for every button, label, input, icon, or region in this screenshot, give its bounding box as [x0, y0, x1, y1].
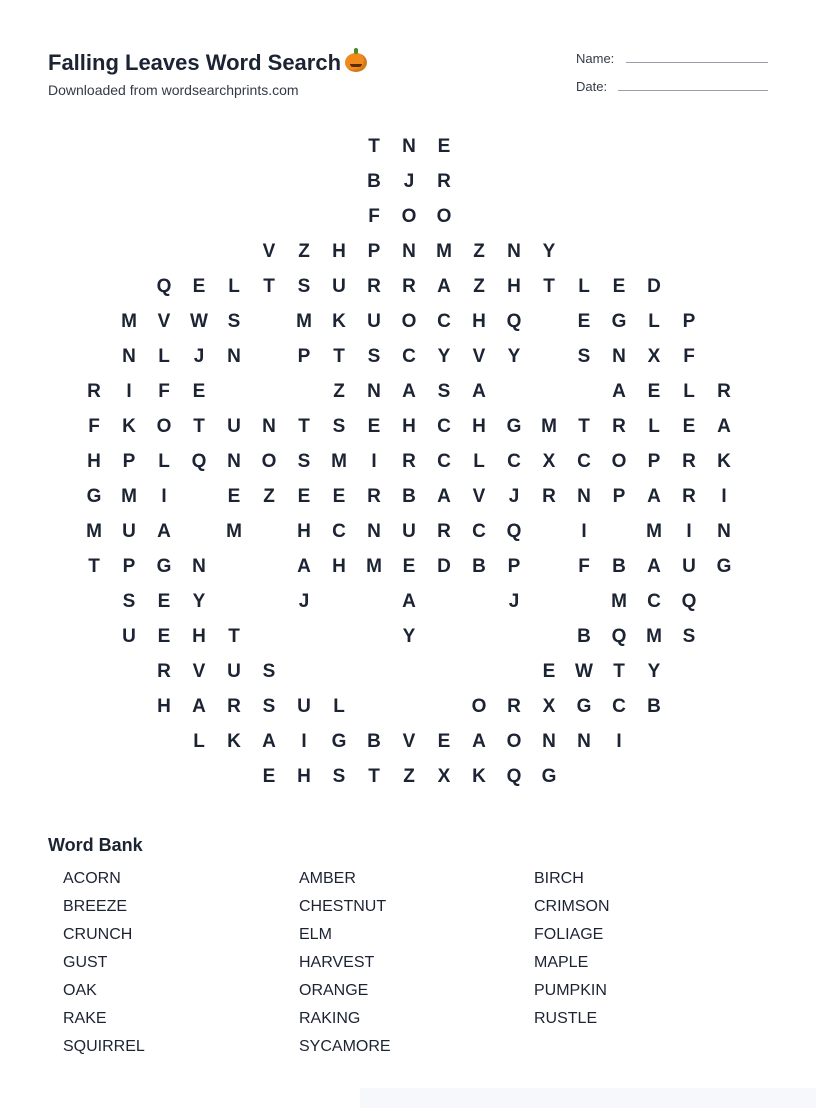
grid-letter[interactable]: C	[577, 451, 591, 472]
grid-letter[interactable]: L	[193, 731, 205, 752]
grid-letter[interactable]: R	[542, 486, 556, 507]
grid-letter[interactable]: F	[158, 381, 170, 402]
grid-letter[interactable]: C	[402, 346, 416, 367]
grid-letter[interactable]: M	[541, 416, 557, 437]
grid-letter[interactable]: K	[227, 731, 241, 752]
grid-letter[interactable]: B	[367, 731, 381, 752]
word-bank-heading: Word Bank	[48, 835, 143, 855]
grid-letter[interactable]: M	[296, 311, 312, 332]
grid-letter[interactable]: M	[611, 591, 627, 612]
grid-letter[interactable]: I	[721, 486, 727, 507]
grid-letter[interactable]: N	[542, 731, 556, 752]
word-bank-item: BREEZE	[63, 898, 128, 915]
grid-letter[interactable]: M	[331, 451, 347, 472]
grid-letter[interactable]: C	[332, 521, 346, 542]
name-field[interactable]	[626, 62, 768, 63]
grid-letter[interactable]: O	[401, 206, 417, 227]
grid-letter[interactable]: K	[717, 451, 731, 472]
grid-letter[interactable]: S	[437, 381, 451, 402]
grid-letter[interactable]: U	[682, 556, 696, 577]
grid-letter[interactable]: Z	[298, 241, 310, 262]
grid-letter[interactable]: N	[367, 381, 381, 402]
grid-letter[interactable]: M	[366, 556, 382, 577]
grid-letter[interactable]: M	[121, 311, 137, 332]
grid-letter[interactable]: P	[682, 311, 696, 332]
grid-letter[interactable]: A	[157, 521, 171, 542]
grid-letter[interactable]: M	[226, 521, 242, 542]
grid-letter[interactable]: T	[368, 766, 380, 787]
grid-letter[interactable]: I	[126, 381, 132, 402]
grid-letter[interactable]: I	[371, 451, 377, 472]
grid-letter[interactable]: P	[297, 346, 311, 367]
grid-letter[interactable]: S	[367, 346, 381, 367]
grid-letter[interactable]: G	[156, 556, 172, 577]
grid-letter[interactable]: H	[297, 521, 311, 542]
grid-letter[interactable]: V	[157, 311, 171, 332]
grid-letter[interactable]: R	[402, 451, 416, 472]
grid-letter[interactable]: G	[541, 766, 557, 787]
grid-letter[interactable]: J	[193, 346, 205, 367]
grid-letter[interactable]: C	[612, 696, 626, 717]
grid-letter[interactable]: W	[575, 661, 593, 682]
grid-letter[interactable]: R	[367, 486, 381, 507]
grid-letter[interactable]: A	[612, 381, 626, 402]
date-field[interactable]	[618, 90, 768, 91]
grid-letter[interactable]: E	[682, 416, 696, 437]
grid-letter[interactable]: Q	[191, 451, 207, 472]
grid-letter[interactable]: N	[507, 241, 521, 262]
grid-letter[interactable]: I	[581, 521, 587, 542]
word-bank-item: OAK	[63, 982, 97, 999]
grid-letter[interactable]: O	[261, 451, 277, 472]
grid-letter[interactable]: Q	[156, 276, 172, 297]
grid-letter[interactable]: T	[228, 626, 240, 647]
grid-letter[interactable]: L	[158, 451, 170, 472]
grid-letter[interactable]: N	[192, 556, 206, 577]
grid-letter[interactable]: O	[611, 451, 627, 472]
grid-letter[interactable]: M	[436, 241, 452, 262]
grid-letter[interactable]: S	[577, 346, 591, 367]
grid-letter[interactable]: M	[646, 521, 662, 542]
grid-letter[interactable]: O	[156, 416, 172, 437]
word-bank-item: MAPLE	[534, 954, 589, 971]
grid-letter[interactable]: E	[542, 661, 556, 682]
grid-letter[interactable]: T	[333, 346, 345, 367]
grid-letter[interactable]: N	[227, 346, 241, 367]
grid-letter[interactable]: N	[402, 241, 416, 262]
grid-letter[interactable]: V	[262, 241, 276, 262]
grid-letter[interactable]: S	[297, 276, 311, 297]
grid-letter[interactable]: V	[402, 731, 416, 752]
grid-letter[interactable]: E	[297, 486, 311, 507]
grid-letter[interactable]: G	[611, 311, 627, 332]
grid-letter[interactable]: R	[612, 416, 626, 437]
grid-letter[interactable]: M	[86, 521, 102, 542]
grid-letter[interactable]: C	[437, 311, 451, 332]
grid-letter[interactable]: X	[542, 696, 556, 717]
grid-letter[interactable]: T	[88, 556, 100, 577]
grid-letter[interactable]: U	[332, 276, 346, 297]
grid-letter[interactable]: S	[262, 661, 276, 682]
grid-letter[interactable]: A	[647, 556, 661, 577]
grid-letter[interactable]: I	[686, 521, 692, 542]
grid-letter[interactable]: C	[437, 451, 451, 472]
grid-letter[interactable]: U	[227, 661, 241, 682]
grid-letter[interactable]: R	[437, 171, 451, 192]
grid-letter[interactable]: T	[263, 276, 275, 297]
grid-letter[interactable]: H	[472, 311, 486, 332]
grid-letter[interactable]: N	[577, 486, 591, 507]
grid-letter[interactable]: G	[716, 556, 732, 577]
grid-letter[interactable]: B	[577, 626, 591, 647]
word-bank-item: FOLIAGE	[534, 926, 604, 943]
grid-letter[interactable]: S	[332, 766, 346, 787]
grid-letter[interactable]: R	[507, 696, 521, 717]
grid-letter[interactable]: S	[262, 696, 276, 717]
grid-letter[interactable]: U	[297, 696, 311, 717]
grid-letter[interactable]: R	[717, 381, 731, 402]
grid-letter[interactable]: B	[612, 556, 626, 577]
grid-letter[interactable]: T	[578, 416, 590, 437]
grid-letter[interactable]: H	[402, 416, 416, 437]
grid-letter[interactable]: M	[646, 626, 662, 647]
grid-letter[interactable]: T	[543, 276, 555, 297]
name-label: Name:	[576, 51, 615, 66]
grid-letter[interactable]: Z	[473, 276, 485, 297]
grid-letter[interactable]: V	[472, 486, 486, 507]
grid-letter[interactable]: K	[122, 416, 136, 437]
grid-letter[interactable]: A	[402, 381, 416, 402]
grid-letter[interactable]: Y	[647, 661, 661, 682]
grid-letter[interactable]: P	[122, 451, 136, 472]
grid-letter[interactable]: F	[578, 556, 590, 577]
grid-letter[interactable]: L	[228, 276, 240, 297]
grid-letter[interactable]: U	[402, 521, 416, 542]
grid-letter[interactable]: P	[122, 556, 136, 577]
grid-letter[interactable]: X	[437, 766, 451, 787]
grid-letter[interactable]: T	[613, 661, 625, 682]
grid-letter[interactable]: P	[367, 241, 381, 262]
grid-letter[interactable]: G	[576, 696, 592, 717]
grid-letter[interactable]: C	[472, 521, 486, 542]
grid-letter[interactable]: A	[647, 486, 661, 507]
grid-letter[interactable]: R	[437, 521, 451, 542]
word-bank-item: RUSTLE	[534, 1010, 598, 1027]
word-bank-item: RAKING	[299, 1010, 361, 1027]
grid-letter[interactable]: H	[157, 696, 171, 717]
grid-letter[interactable]: A	[192, 696, 206, 717]
grid-letter[interactable]: F	[683, 346, 695, 367]
grid-letter[interactable]: K	[472, 766, 486, 787]
grid-letter[interactable]: U	[122, 626, 136, 647]
grid-letter[interactable]: Q	[681, 591, 697, 612]
grid-letter[interactable]: L	[683, 381, 695, 402]
word-bank-item: ELM	[299, 926, 332, 943]
grid-letter[interactable]: Z	[473, 241, 485, 262]
grid-letter[interactable]: T	[368, 136, 380, 157]
grid-letter[interactable]: G	[86, 486, 102, 507]
grid-letter[interactable]: E	[157, 626, 171, 647]
grid-letter[interactable]: H	[472, 416, 486, 437]
grid-letter[interactable]: Y	[402, 626, 416, 647]
grid-letter[interactable]: O	[506, 731, 522, 752]
page-title-text: Falling Leaves Word Search	[48, 50, 342, 75]
grid-letter[interactable]: M	[121, 486, 137, 507]
grid-letter[interactable]: U	[227, 416, 241, 437]
grid-letter[interactable]: R	[367, 276, 381, 297]
grid-letter[interactable]: F	[368, 206, 380, 227]
grid-letter[interactable]: N	[612, 346, 626, 367]
word-bank-item: ACORN	[63, 870, 121, 887]
grid-letter[interactable]: U	[122, 521, 136, 542]
page-subtitle: Downloaded from wordsearchprints.com	[48, 82, 299, 98]
word-bank-item: GUST	[63, 954, 108, 971]
word-bank-item: SQUIRREL	[63, 1038, 145, 1055]
grid-letter[interactable]: E	[192, 276, 206, 297]
pumpkin-icon	[345, 53, 367, 72]
grid-letter[interactable]: T	[298, 416, 310, 437]
grid-letter[interactable]: N	[577, 731, 591, 752]
grid-letter[interactable]: N	[717, 521, 731, 542]
grid-letter[interactable]: H	[507, 276, 521, 297]
grid-letter[interactable]: A	[297, 556, 311, 577]
grid-letter[interactable]: R	[682, 451, 696, 472]
word-bank-item: ORANGE	[299, 982, 369, 999]
grid-letter[interactable]: L	[158, 346, 170, 367]
grid-letter[interactable]: A	[472, 731, 486, 752]
grid-letter[interactable]: N	[122, 346, 136, 367]
word-bank-item: CHESTNUT	[299, 898, 387, 915]
grid-letter[interactable]: K	[332, 311, 346, 332]
grid-letter[interactable]: E	[227, 486, 241, 507]
grid-letter[interactable]: Q	[506, 766, 522, 787]
grid-letter[interactable]: A	[437, 486, 451, 507]
grid-letter[interactable]: E	[437, 136, 451, 157]
grid-letter[interactable]: X	[647, 346, 661, 367]
grid-letter[interactable]: T	[193, 416, 205, 437]
grid-letter[interactable]: F	[88, 416, 100, 437]
grid-letter[interactable]: I	[616, 731, 622, 752]
grid-letter[interactable]: J	[508, 486, 520, 507]
grid-letter[interactable]: R	[157, 661, 171, 682]
grid-letter[interactable]: C	[437, 416, 451, 437]
grid-letter[interactable]: B	[647, 696, 661, 717]
grid-letter[interactable]: Z	[403, 766, 415, 787]
grid-letter[interactable]: H	[87, 451, 101, 472]
grid-letter[interactable]: P	[507, 556, 521, 577]
grid-letter[interactable]: B	[472, 556, 486, 577]
grid-letter[interactable]: Y	[542, 241, 556, 262]
grid-letter[interactable]: L	[333, 696, 345, 717]
grid-letter[interactable]: Z	[333, 381, 345, 402]
grid-letter[interactable]: V	[472, 346, 486, 367]
grid-letter[interactable]: D	[647, 276, 661, 297]
grid-letter[interactable]: E	[367, 416, 381, 437]
grid-letter[interactable]: E	[262, 766, 276, 787]
grid-letter[interactable]: A	[402, 591, 416, 612]
grid-letter[interactable]: A	[472, 381, 486, 402]
grid-letter[interactable]: Q	[611, 626, 627, 647]
grid-letter[interactable]: S	[297, 451, 311, 472]
grid-letter[interactable]: L	[648, 416, 660, 437]
grid-letter[interactable]: N	[262, 416, 276, 437]
grid-letter[interactable]: Y	[507, 346, 521, 367]
grid-letter[interactable]: J	[403, 171, 415, 192]
grid-letter[interactable]: E	[192, 381, 206, 402]
grid-letter[interactable]: P	[647, 451, 661, 472]
footer-band	[360, 1088, 816, 1108]
grid-letter[interactable]: G	[331, 731, 347, 752]
grid-letter[interactable]: S	[227, 311, 241, 332]
grid-letter[interactable]: Y	[437, 346, 451, 367]
date-label: Date:	[576, 79, 608, 94]
grid-letter[interactable]: L	[473, 451, 485, 472]
grid-letter[interactable]: E	[647, 381, 661, 402]
grid-letter[interactable]: A	[717, 416, 731, 437]
grid-letter[interactable]: C	[647, 591, 661, 612]
grid-letter[interactable]: L	[648, 311, 660, 332]
grid-letter[interactable]: X	[542, 451, 556, 472]
word-bank-item: SYCAMORE	[299, 1038, 391, 1055]
grid-letter[interactable]: R	[87, 381, 101, 402]
grid-letter[interactable]: H	[297, 766, 311, 787]
grid-letter[interactable]: L	[578, 276, 590, 297]
grid-letter[interactable]: E	[437, 731, 451, 752]
grid-letter[interactable]: A	[262, 731, 276, 752]
grid-letter[interactable]: Z	[263, 486, 275, 507]
grid-letter[interactable]: Y	[192, 591, 206, 612]
grid-letter[interactable]: E	[577, 311, 591, 332]
grid-letter[interactable]: I	[161, 486, 167, 507]
grid-letter[interactable]: O	[401, 311, 417, 332]
grid-letter[interactable]: B	[402, 486, 416, 507]
grid-letter[interactable]: H	[332, 241, 346, 262]
word-bank-item: RAKE	[63, 1010, 107, 1027]
word-bank-item: CRUNCH	[63, 926, 133, 943]
page-title	[48, 50, 367, 76]
word-bank-item: PUMPKIN	[534, 982, 607, 999]
grid-letter[interactable]: I	[301, 731, 307, 752]
grid-letter[interactable]: A	[437, 276, 451, 297]
grid-letter[interactable]: J	[508, 591, 520, 612]
grid-letter[interactable]: S	[332, 416, 346, 437]
grid-letter[interactable]: E	[157, 591, 171, 612]
grid-letter[interactable]: C	[507, 451, 521, 472]
grid-letter[interactable]: E	[332, 486, 346, 507]
grid-letter[interactable]: W	[190, 311, 208, 332]
word-bank-item: BIRCH	[534, 870, 584, 887]
word-bank-item: CRIMSON	[534, 898, 610, 915]
grid-letter[interactable]: S	[682, 626, 696, 647]
grid-letter[interactable]: R	[682, 486, 696, 507]
grid-letter[interactable]: O	[436, 206, 452, 227]
grid-letter[interactable]: N	[402, 136, 416, 157]
grid-letter[interactable]: U	[367, 311, 381, 332]
grid-letter[interactable]: V	[192, 661, 206, 682]
grid-letter[interactable]: R	[402, 276, 416, 297]
grid-letter[interactable]: B	[367, 171, 381, 192]
word-bank-item: AMBER	[299, 870, 356, 887]
grid-letter[interactable]: H	[192, 626, 206, 647]
grid-letter[interactable]: N	[227, 451, 241, 472]
word-bank-item: HARVEST	[299, 954, 375, 971]
grid-letter[interactable]: D	[437, 556, 451, 577]
grid-letter[interactable]: P	[612, 486, 626, 507]
grid-letter[interactable]: O	[471, 696, 487, 717]
grid-letter[interactable]: N	[367, 521, 381, 542]
grid-letter[interactable]: R	[227, 696, 241, 717]
grid-letter[interactable]: Q	[506, 311, 522, 332]
grid-letter[interactable]: S	[122, 591, 136, 612]
grid-letter[interactable]: E	[612, 276, 626, 297]
grid-letter[interactable]: H	[332, 556, 346, 577]
grid-letter[interactable]: G	[506, 416, 522, 437]
grid-letter[interactable]: Q	[506, 521, 522, 542]
grid-letter[interactable]: E	[402, 556, 416, 577]
grid-letter[interactable]: J	[298, 591, 310, 612]
